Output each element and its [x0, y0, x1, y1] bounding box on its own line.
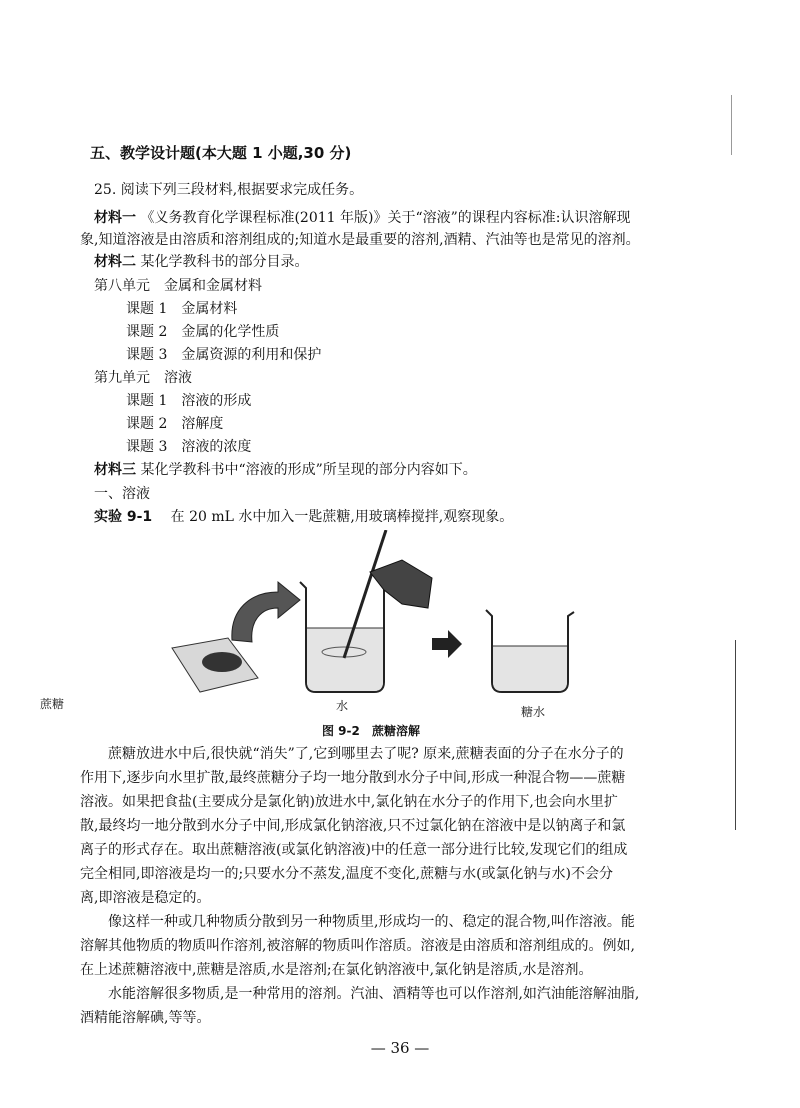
body-line: 溶液。如果把食盐(主要成分是氯化钠)放进水中,氯化钠在水分子的作用下,也会向水里扩 [80, 794, 618, 810]
body-line: 酒精能溶解碘,等等。 [80, 1010, 211, 1026]
toc-unit8: 第八单元 金属和金属材料 [94, 278, 262, 294]
page-number: — 36 — [370, 1039, 430, 1057]
toc-unit9: 第九单元 溶液 [94, 370, 192, 386]
material1-line2: 象,知道溶液是由溶质和溶剂组成的;知道水是最重要的溶剂,酒精、汽油等也是常见的溶剂。 [80, 232, 640, 248]
body-line: 完全相同,即溶液是均一的;只要水分不蒸发,温度不变化,蔗糖与水(或氯化钠与水)不会分 [80, 866, 613, 882]
material3-label: 材料三 [94, 462, 136, 478]
question-prompt: 阅读下列三段材料,根据要求完成任务。 [120, 182, 364, 198]
toc-topic: 课题 2 溶解度 [126, 416, 224, 432]
syrup-icon [493, 646, 567, 691]
material1-label: 材料一 [94, 210, 136, 226]
material2-line [94, 252, 308, 272]
section-title: 五、教学设计题(本大题 1 小题,30 分) [90, 144, 352, 162]
body-line: 在上述蔗糖溶液中,蔗糖是溶质,水是溶剂;在氯化钠溶液中,氯化钠是溶质,水是溶剂。 [80, 962, 593, 978]
experiment-line [94, 507, 513, 527]
figure-number: 图 9-2 [322, 724, 360, 738]
body-line: 散,最终均一地分散到水分子中间,形成氯化钠溶液,只不过氯化钠在溶液中是以钠离子和氯 [80, 818, 626, 834]
body-line: 溶解其他物质的物质叫作溶剂,被溶解的物质叫作溶质。溶液是由溶质和溶剂组成的。例如, [80, 938, 635, 954]
water-icon [307, 628, 383, 691]
experiment-text: 在 20 mL 水中加入一匙蔗糖,用玻璃棒搅拌,观察现象。 [170, 509, 514, 525]
toc-topic: 课题 3 金属资源的利用和保护 [126, 347, 322, 363]
figure-caption [322, 721, 420, 741]
body-line: 离,即溶液是稳定的。 [80, 890, 211, 906]
figure-label-syrup: 糖水 [521, 705, 546, 719]
body-line: 像这样一种或几种物质分散到另一种物质里,形成均一的、稳定的混合物,叫作溶液。能 [108, 914, 635, 930]
material2-text: 某化学教科书的部分目录。 [140, 254, 309, 270]
material1-text: 《义务教育化学课程标准(2011 年版)》关于“溶液”的课程内容标准:认识溶解现 [140, 210, 631, 226]
material3-text: 某化学教科书中“溶液的形成”所呈现的部分内容如下。 [140, 462, 477, 478]
scan-edge-mark [735, 640, 736, 830]
material3-line [94, 460, 477, 480]
sugar-pile-icon [202, 652, 242, 672]
figure-label-water: 水 [336, 699, 349, 713]
curved-arrow-icon [232, 582, 300, 642]
sugar-dissolving-figure [170, 530, 610, 710]
experiment-label: 实验 9-1 [94, 509, 153, 525]
body-line: 蔗糖放进水中后,很快就“消失”了,它到哪里去了呢? 原来,蔗糖表面的分子在水分子的 [108, 746, 624, 762]
question-line [94, 180, 363, 200]
scan-edge-mark [731, 95, 732, 155]
material1-line1 [94, 208, 631, 228]
figure-label-sugar: 蔗糖 [40, 697, 65, 711]
subheading: 一、溶液 [94, 486, 150, 502]
body-line: 作用下,逐步向水里扩散,最终蔗糖分子均一地分散到水分子中间,形成一种混合物——蔗糖 [80, 770, 626, 786]
toc-topic: 课题 1 溶液的形成 [126, 393, 252, 409]
toc-topic: 课题 1 金属材料 [126, 301, 238, 317]
material2-label: 材料二 [94, 254, 136, 270]
question-number: 25. [94, 182, 117, 198]
arrow-right-icon [432, 630, 462, 658]
body-line: 水能溶解很多物质,是一种常用的溶剂。汽油、酒精等也可以作溶剂,如汽油能溶解油脂, [108, 986, 640, 1002]
toc-topic: 课题 3 溶液的浓度 [126, 439, 252, 455]
body-line: 离子的形式存在。取出蔗糖溶液(或氯化钠溶液)中的任意一部分进行比较,发现它们的组成 [80, 842, 628, 858]
toc-topic: 课题 2 金属的化学性质 [126, 324, 280, 340]
hand-icon [370, 560, 432, 608]
figure-title: 蔗糖溶解 [372, 724, 421, 738]
